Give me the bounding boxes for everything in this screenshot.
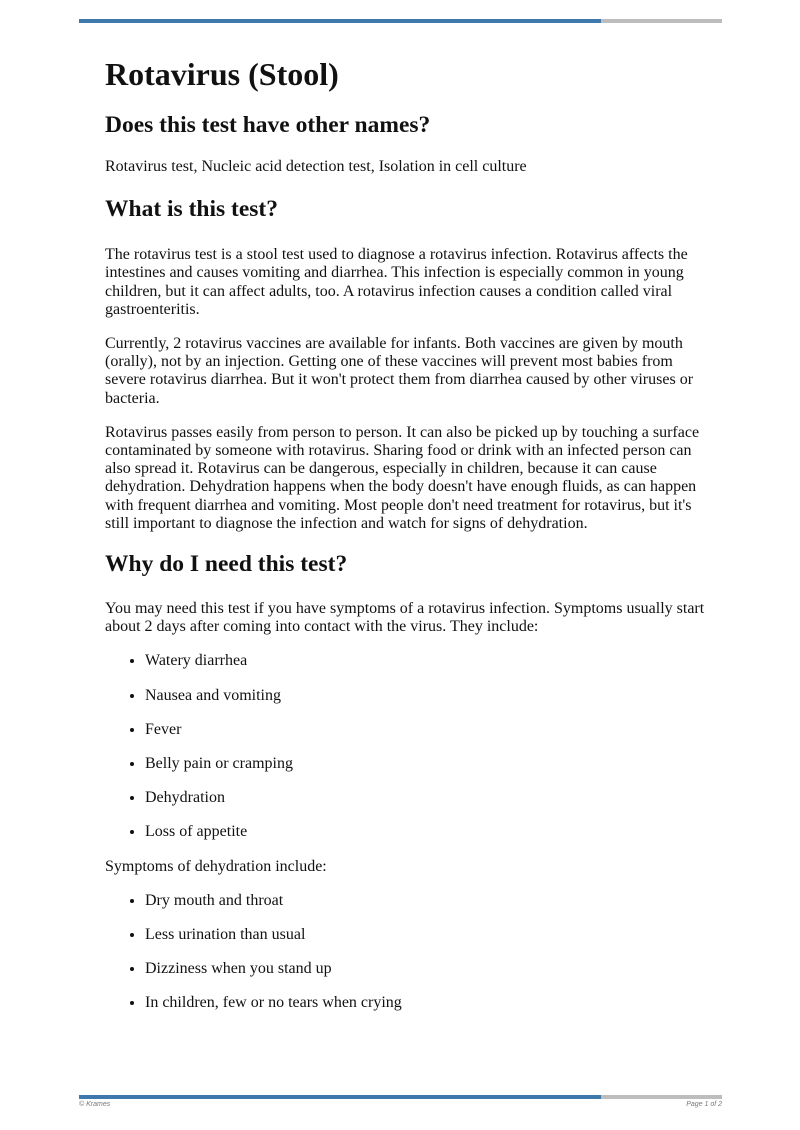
footer-bar-rest <box>601 1095 722 1099</box>
list-item: • Dizziness when you stand up <box>145 960 705 978</box>
list-item: • Watery diarrhea <box>145 652 705 670</box>
section-heading-what-is: What is this test? <box>105 196 278 223</box>
symptoms-list <box>105 652 705 841</box>
list-item: • Fever <box>145 721 705 739</box>
list-item: • Belly pain or cramping <box>145 755 705 773</box>
header-bar-rest <box>601 19 722 23</box>
copyright-text: © Krames <box>79 1101 111 1108</box>
footer-bar-accent <box>79 1095 601 1099</box>
header-progress-bar <box>79 19 722 23</box>
header-bar-accent <box>79 19 601 23</box>
list-item: • Loss of appetite <box>145 823 705 841</box>
list-item: • Less urination than usual <box>145 926 705 944</box>
section-heading-why-need: Why do I need this test? <box>105 551 348 578</box>
list-item: • Dry mouth and throat <box>145 892 705 910</box>
page-footer <box>79 1101 722 1108</box>
dehydration-symptoms-list <box>105 892 705 1013</box>
section-heading-other-names: Does this test have other names? <box>105 112 431 138</box>
list-item: • Dehydration <box>145 789 705 807</box>
what-is-paragraph-1: The rotavirus test is a stool test used to diagnose a rotavirus infection. Rotavirus affects the intestines and causes vomiting and diarrhea. This infection is especially common in young children, but it can affect adults, too. A rotavirus infection causes a condition called viral gastroenteritis. <box>105 246 688 318</box>
document-body <box>105 52 705 1029</box>
what-is-paragraph-3: Rotavirus passes easily from person to person. It can also be picked up by touching a surface contaminated by someone with rotavirus. Sharing food or drink with an infected person can also spread it. Rotavirus can be dangerous, especially in children, because it can cause dehydration. Dehydration happens when the body doesn't have enough fluids, as can happen with frequent diarrhea and vomiting. Most people don't need treatment for rotavirus, but it's still important to diagnose the infection and watch for signs of dehydration. <box>105 423 700 532</box>
list-item: • In children, few or no tears when crying <box>145 994 705 1012</box>
what-is-paragraph-2: Currently, 2 rotavirus vaccines are available for infants. Both vaccines are given by mouth (orally), not by an injection. Getting one of these vaccines will prevent most babies from severe rotavirus diarrhea. But it won't protect them from diarrhea caused by other viruses or bacteria. <box>105 335 694 407</box>
page-title: Rotavirus (Stool) <box>105 56 339 92</box>
why-need-intro: You may need this test if you have symptoms of a rotavirus infection. Symptoms usually start about 2 days after coming into contact with the virus. They include: <box>105 600 705 636</box>
other-names-text: Rotavirus test, Nucleic acid detection test, Isolation in cell culture <box>105 158 527 175</box>
page-number: Page 1 of 2 <box>686 1101 722 1108</box>
list-item: • Nausea and vomiting <box>145 687 705 705</box>
footer-progress-bar <box>79 1095 722 1099</box>
dehydration-intro: Symptoms of dehydration include: <box>105 857 327 875</box>
